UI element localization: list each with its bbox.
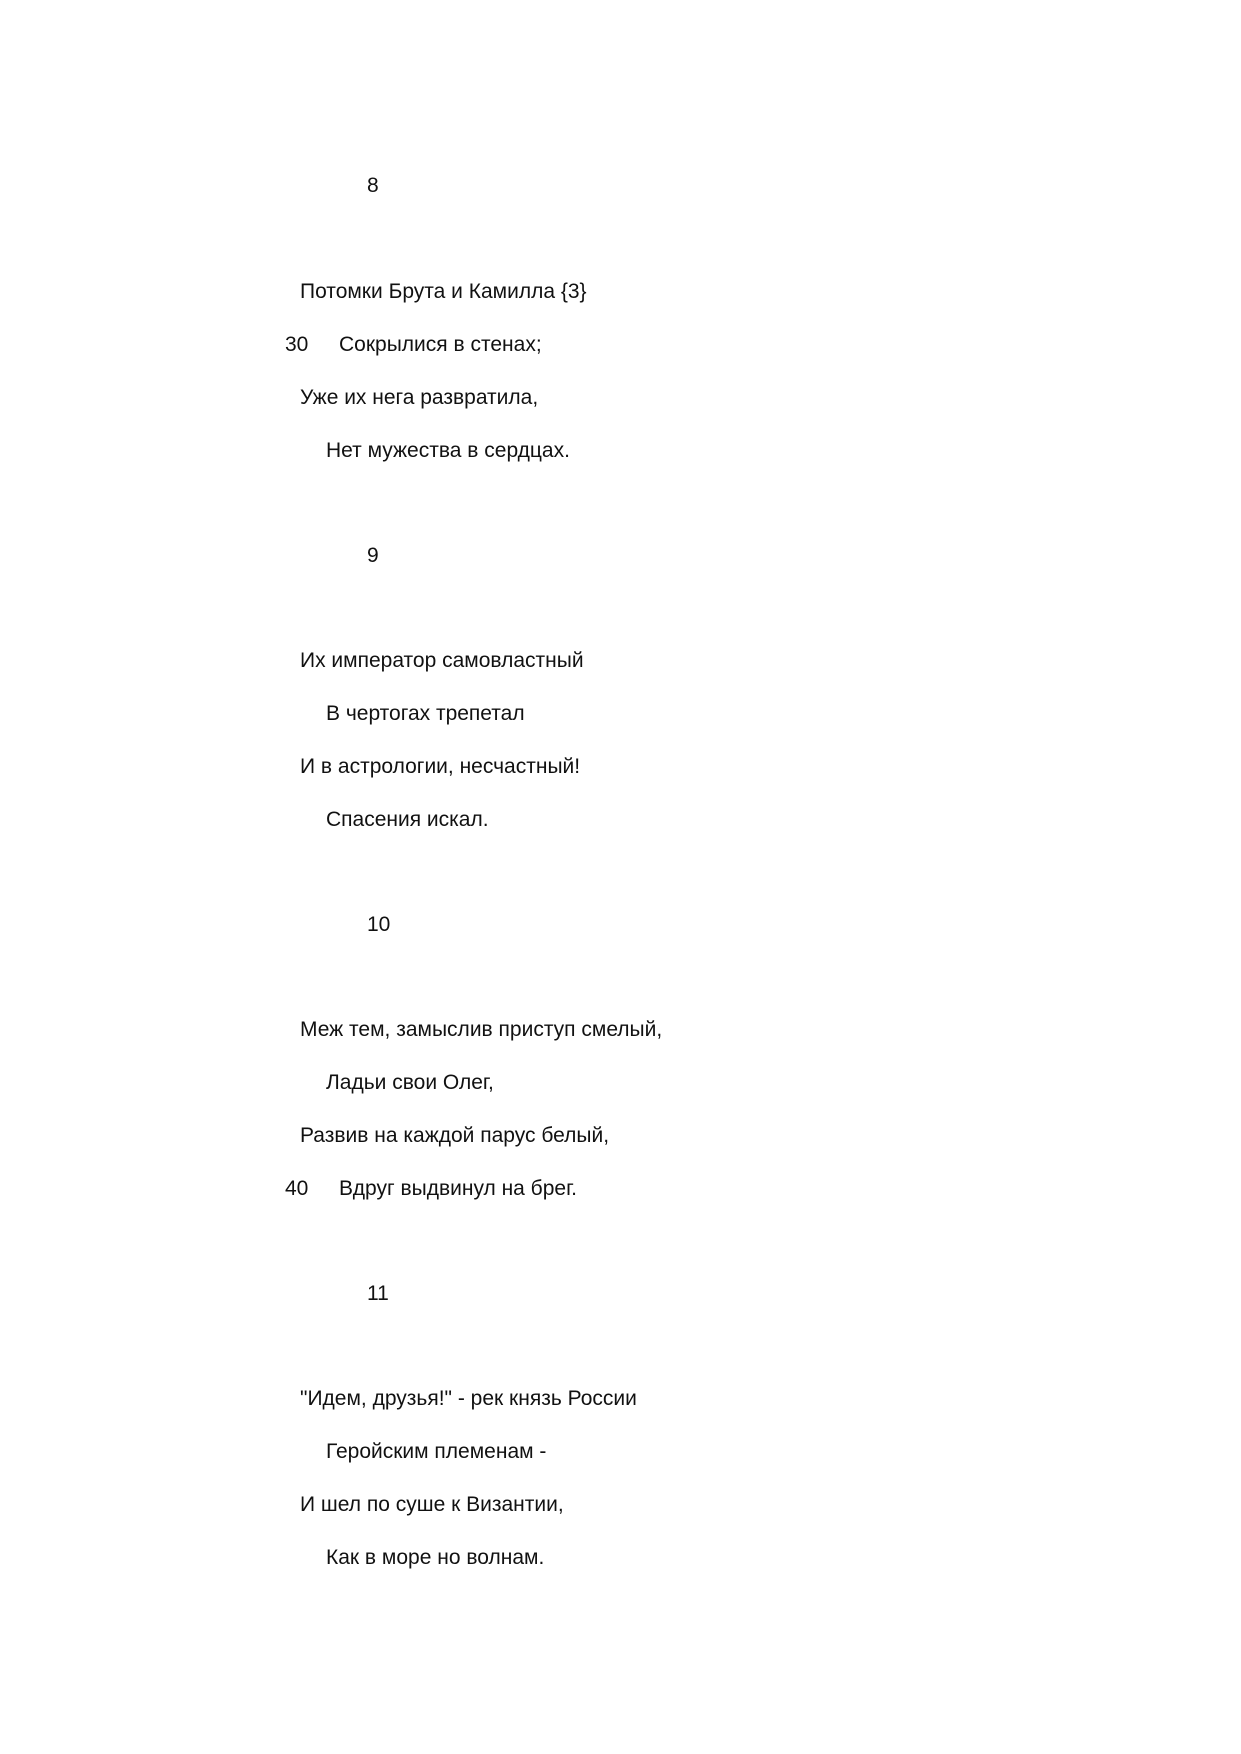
verse-line: Как в море но волнам. (326, 1546, 545, 1569)
line-number: 40 (285, 1177, 309, 1200)
verse-line: Потомки Брута и Камилла {3} (300, 280, 587, 303)
verse-line: "Идем, друзья!" - рек князь России (300, 1387, 637, 1410)
verse-line: Развив на каждой парус белый, (300, 1124, 610, 1147)
verse-line: Их император самовластный (300, 649, 584, 672)
verse-line: И в астрологии, несчастный! (300, 755, 581, 778)
stanza-number: 9 (367, 544, 379, 567)
verse-line: Геройским племенам - (326, 1440, 547, 1463)
verse-line: Сокрылися в стенах; (339, 333, 542, 356)
verse-line: В чертогах трепетал (326, 702, 525, 725)
verse-line: Меж тем, замыслив приступ смелый, (300, 1018, 663, 1041)
stanza-number: 10 (367, 913, 391, 936)
verse-line: И шел по суше к Византии, (300, 1493, 564, 1516)
verse-line: Уже их нега развратила, (300, 386, 539, 409)
stanza-number: 11 (367, 1282, 389, 1305)
verse-line: Спасения искал. (326, 808, 489, 831)
stanza-number: 8 (367, 174, 379, 197)
verse-line: Вдруг выдвинул на брег. (339, 1177, 578, 1200)
verse-line: Ладьи свои Олег, (326, 1071, 494, 1094)
line-number: 30 (285, 333, 309, 356)
verse-line: Нет мужества в сердцах. (326, 439, 570, 462)
